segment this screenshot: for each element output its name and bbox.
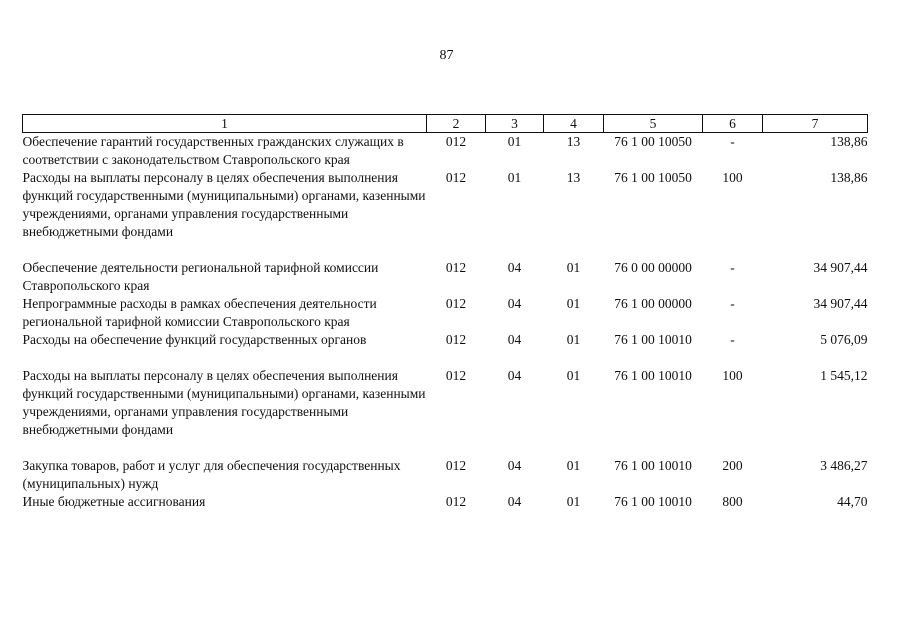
amount: 34 907,44 bbox=[813, 260, 868, 275]
amount: 1 545,12 bbox=[820, 368, 868, 383]
target-article: 76 1 00 10010 bbox=[614, 368, 692, 383]
section-code: 01 bbox=[507, 170, 522, 185]
ministry-code: 012 bbox=[445, 458, 467, 473]
column-header: 6 bbox=[703, 115, 763, 133]
table-row bbox=[23, 367, 868, 439]
spacer-cell bbox=[23, 349, 868, 367]
subsection-code: 01 bbox=[566, 332, 581, 347]
row-name: Обеспечение деятельности региональной тарифной комиссии Ставропольского края bbox=[22, 260, 379, 293]
ministry-code: 012 bbox=[445, 494, 467, 509]
target-article: 76 1 00 10050 bbox=[614, 170, 692, 185]
target-article: 76 1 00 10050 bbox=[614, 134, 692, 149]
target-article: 76 0 00 00000 bbox=[614, 260, 692, 275]
target-article: 76 1 00 10010 bbox=[614, 458, 692, 473]
subsection-code: 01 bbox=[566, 458, 581, 473]
target-article: 76 1 00 10010 bbox=[614, 494, 692, 509]
row-name: Иные бюджетные ассигнования bbox=[22, 494, 206, 509]
table-row bbox=[23, 457, 868, 493]
section-code: 04 bbox=[507, 458, 522, 473]
amount: 5 076,09 bbox=[820, 332, 868, 347]
ministry-code: 012 bbox=[445, 332, 467, 347]
row-spacer bbox=[23, 349, 868, 367]
row-name: Обеспечение гарантий государственных гражданских служащих в соответствии с законодательством Ставропольского края bbox=[22, 134, 404, 167]
row-spacer bbox=[23, 439, 868, 457]
expense-type: - bbox=[730, 134, 735, 149]
column-header: 7 bbox=[763, 115, 868, 133]
expense-type: 200 bbox=[722, 458, 743, 473]
amount: 3 486,27 bbox=[820, 458, 868, 473]
section-code: 04 bbox=[507, 494, 522, 509]
ministry-code: 012 bbox=[445, 134, 467, 149]
row-spacer bbox=[23, 241, 868, 259]
amount: 138,86 bbox=[830, 170, 868, 185]
amount: 34 907,44 bbox=[813, 296, 868, 311]
section-code: 01 bbox=[507, 134, 522, 149]
target-article: 76 1 00 10010 bbox=[614, 332, 692, 347]
target-article: 76 1 00 00000 bbox=[614, 296, 692, 311]
row-name: Непрограммные расходы в рамках обеспечения деятельности региональной тарифной комиссии Ставропольского края bbox=[22, 296, 377, 329]
page-number: 87 bbox=[439, 48, 454, 63]
section-code: 04 bbox=[507, 332, 522, 347]
expense-type: - bbox=[730, 296, 735, 311]
table-row bbox=[23, 133, 868, 170]
table-row bbox=[23, 295, 868, 331]
row-name: Закупка товаров, работ и услуг для обеспечения государственных (муниципальных) нужд bbox=[22, 458, 401, 491]
amount: 44,70 bbox=[837, 494, 868, 509]
ministry-code: 012 bbox=[445, 260, 467, 275]
expense-type: 800 bbox=[722, 494, 743, 509]
budget-table bbox=[22, 114, 868, 511]
subsection-code: 01 bbox=[566, 260, 581, 275]
ministry-code: 012 bbox=[445, 368, 467, 383]
table-row bbox=[23, 169, 868, 241]
subsection-code: 13 bbox=[566, 170, 581, 185]
column-header: 4 bbox=[544, 115, 604, 133]
column-header: 2 bbox=[427, 115, 486, 133]
column-header: 5 bbox=[604, 115, 703, 133]
subsection-code: 01 bbox=[566, 368, 581, 383]
row-name: Расходы на выплаты персоналу в целях обеспечения выполнения функций государственными (муниципальными) органами, казенными учреждениями, органами управления государственными внебюджетными фондами bbox=[22, 170, 426, 239]
section-code: 04 bbox=[507, 296, 522, 311]
subsection-code: 01 bbox=[566, 296, 581, 311]
table-row bbox=[23, 493, 868, 511]
expense-type: 100 bbox=[722, 170, 743, 185]
column-header: 3 bbox=[486, 115, 544, 133]
expense-type: - bbox=[730, 260, 735, 275]
ministry-code: 012 bbox=[445, 170, 467, 185]
expense-type: - bbox=[730, 332, 735, 347]
row-name: Расходы на обеспечение функций государственных органов bbox=[22, 332, 367, 347]
header-row bbox=[23, 115, 868, 133]
table-row bbox=[23, 259, 868, 295]
subsection-code: 13 bbox=[566, 134, 581, 149]
spacer-cell bbox=[23, 439, 868, 457]
table-row bbox=[23, 331, 868, 349]
spacer-cell bbox=[23, 241, 868, 259]
column-header: 1 bbox=[23, 115, 427, 133]
expense-type: 100 bbox=[722, 368, 743, 383]
section-code: 04 bbox=[507, 260, 522, 275]
ministry-code: 012 bbox=[445, 296, 467, 311]
row-name: Расходы на выплаты персоналу в целях обеспечения выполнения функций государственными (муниципальными) органами, казенными учреждениями, органами управления государственными внебюджетными фондами bbox=[22, 368, 426, 437]
section-code: 04 bbox=[507, 368, 522, 383]
amount: 138,86 bbox=[830, 134, 868, 149]
subsection-code: 01 bbox=[566, 494, 581, 509]
